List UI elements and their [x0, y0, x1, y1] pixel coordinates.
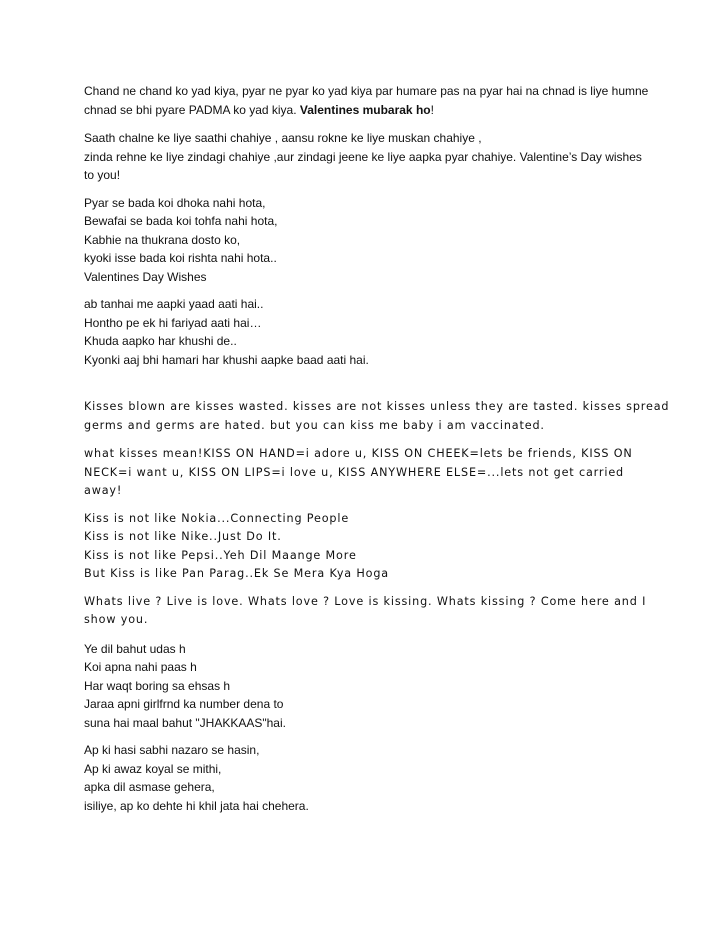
text-line: Koi apna nahi paas h	[84, 660, 197, 674]
paragraph-ye-dil	[84, 640, 654, 733]
text-line: Chand ne chand ko yad kiya, pyar ne pyar ko yad kiya par humare pas na pyar hai na chnad is liye humne	[84, 84, 649, 98]
text-run: chnad se bhi pyare PADMA ko yad kiya.	[84, 102, 300, 117]
text-line: what kisses mean!KISS ON HAND=i adore u, KISS ON CHEEK=lets be friends, KISS ON	[84, 447, 633, 460]
text-line: Jaraa apni girlfrnd ka number dena to	[84, 697, 284, 711]
text-line: Ap ki awaz koyal se mithi,	[84, 761, 222, 776]
paragraph-kiss-is-not-like	[84, 510, 654, 584]
text-line: Bewafai se bada koi tohfa nahi hota,	[84, 214, 278, 228]
text-line	[84, 101, 654, 120]
text-line: Kabhie na thukrana dosto ko,	[84, 232, 241, 247]
text-line: Kyonki aaj bhi hamari har khushi aapke baad aati hai.	[84, 352, 369, 367]
text-line: Kisses blown are kisses wasted. kisses are not kisses unless they are tasted. kisses spread	[84, 400, 670, 413]
paragraph-whats-live	[84, 593, 654, 630]
text-line: to you!	[84, 168, 121, 182]
text-line: apka dil asmase gehera,	[84, 780, 215, 794]
text-line: Valentines Day Wishes	[84, 269, 207, 284]
text-line: suna hai maal bahut "JHAKKAAS"hai.	[84, 715, 286, 730]
text-line: ab tanhai me aapki yaad aati hai..	[84, 297, 264, 311]
text-line: Pyar se bada koi dhoka nahi hota,	[84, 195, 266, 210]
text-line: Khuda aapko har khushi de..	[84, 334, 237, 348]
paragraph-valentine-padma	[84, 82, 654, 119]
paragraph-what-kisses-mean	[84, 445, 654, 501]
paragraph-kisses-blown	[84, 398, 670, 435]
bold-text-run: Valentines mubarak ho	[299, 102, 431, 117]
text-line: NECK=i want u, KISS ON LIPS=i love u, KISS ANYWHERE ELSE=...lets not get carried	[84, 465, 624, 479]
paragraph-ap-ki-hasi	[84, 741, 654, 815]
text-run: !	[430, 102, 434, 117]
text-line: away!	[84, 484, 123, 497]
paragraph-tanhai	[84, 295, 654, 369]
text-line: Kiss is not like Nike..Just Do It.	[84, 530, 282, 543]
text-line: Kiss is not like Nokia...Connecting People	[84, 511, 350, 525]
text-line: Hontho pe ek hi fariyad aati hai…	[84, 315, 262, 330]
text-line: Whats live ? Live is love. Whats love ? Love is kissing. Whats kissing ? Come here and I	[84, 594, 647, 608]
paragraph-saath-chalne	[84, 129, 654, 185]
text-line: zinda rehne ke liye zindagi chahiye ,aur zindagi jeene ke liye aapka pyar chahiye. Valentine’s Day wishes	[84, 149, 642, 164]
text-line: kyoki isse bada koi rishta nahi hota..	[84, 251, 277, 265]
text-line: isiliye, ap ko dehte hi khil jata hai chehera.	[84, 798, 309, 813]
text-line: Saath chalne ke liye saathi chahiye , aansu rokne ke liye muskan chahiye ,	[84, 131, 482, 145]
text-line: show you.	[84, 613, 149, 626]
text-line: germs and germs are hated. but you can kiss me baby i am vaccinated.	[84, 418, 545, 432]
text-line: But Kiss is like Pan Parag..Ek Se Mera Kya Hoga	[84, 567, 390, 580]
text-line: Ap ki hasi sabhi nazaro se hasin,	[84, 743, 260, 757]
text-line: Kiss is not like Pepsi..Yeh Dil Maange More	[84, 548, 357, 562]
text-line: Ye dil bahut udas h	[84, 641, 186, 656]
text-line: Har waqt boring sa ehsas h	[84, 678, 231, 693]
paragraph-pyar-se-bada	[84, 194, 654, 287]
document-body	[84, 82, 670, 815]
